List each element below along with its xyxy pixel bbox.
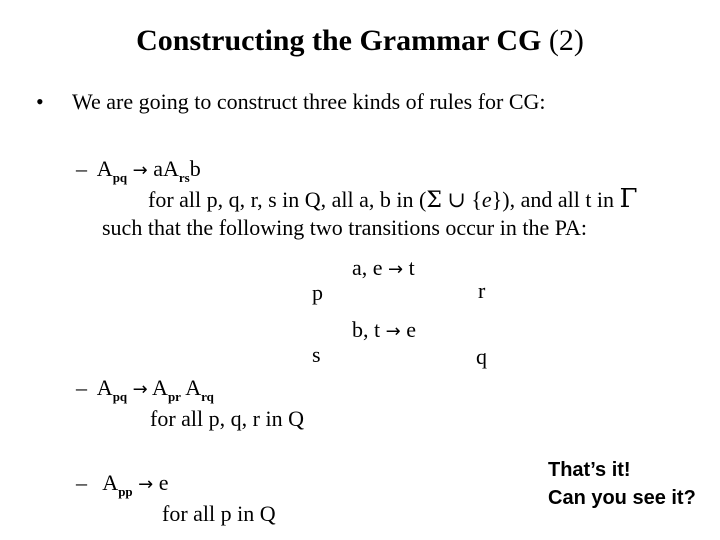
intro-text: We are going to construct three kinds of rules for CG: — [72, 89, 546, 114]
rule3-lhs-sub: pp — [118, 484, 133, 499]
state-s: s — [312, 342, 321, 367]
rule2-lhs-sub: pq — [112, 389, 128, 404]
slide-title-suffix: (2) — [548, 24, 584, 57]
rule2-rhs2-sub: rq — [201, 389, 214, 404]
state-r: r — [478, 278, 486, 303]
state-q: q — [476, 344, 487, 369]
transition-label-top — [352, 255, 415, 283]
bullet-mark: • — [36, 89, 44, 114]
rule1-lhs: A — [96, 156, 113, 181]
rule1-condition-line2: such that the following two transitions occur in the PA: — [102, 215, 587, 240]
dash-marker: – — [76, 156, 87, 181]
union-symbol: ∪ — [447, 188, 466, 213]
rule3-production — [76, 470, 169, 505]
sigma-symbol: Σ — [426, 188, 442, 213]
set-open: { — [471, 187, 482, 212]
rule1-rhs-pre: aA — [153, 156, 179, 181]
transition-bottom-input: b, t — [352, 317, 381, 342]
callout-box — [548, 456, 696, 512]
rule3-lhs: A — [102, 470, 119, 495]
set-element-e: e — [481, 187, 492, 212]
rule1-condition-line1 — [148, 186, 638, 214]
rule1-rhs-post: b — [189, 156, 201, 181]
right-arrow-icon: → — [132, 160, 148, 181]
rule2-condition: for all p, q, r in Q — [150, 406, 304, 431]
set-close: }) — [491, 187, 510, 212]
intro-bullet — [36, 89, 44, 115]
right-arrow-icon: → — [138, 474, 154, 495]
right-arrow-icon: → — [388, 259, 404, 280]
transition-bottom-pop: e — [406, 317, 416, 342]
rule2-rhs1-sub: pr — [167, 389, 181, 404]
callout-line1: That’s it! — [548, 459, 631, 481]
slide-title-main: Constructing the Grammar CG — [136, 24, 542, 57]
state-p: p — [312, 280, 323, 305]
rule2-lhs: A — [96, 375, 113, 400]
callout-line2: Can you see it? — [548, 487, 696, 509]
rule1-cond-pre: for all p, q, r, s in Q, all a, b in ( — [148, 187, 427, 212]
rule2-rhs2: A — [185, 375, 202, 400]
rule1-rhs-sub: rs — [178, 170, 190, 185]
transition-label-bottom — [352, 317, 416, 345]
right-arrow-icon: → — [385, 321, 401, 342]
gamma-symbol: Γ — [619, 184, 638, 214]
rule2-production — [76, 375, 214, 410]
dash-marker: – — [76, 470, 87, 495]
rule1-cond-post: , and all t in — [509, 187, 615, 212]
transition-top-push: t — [408, 255, 415, 280]
rule2-rhs1: A — [152, 375, 168, 400]
dash-marker: – — [76, 375, 87, 400]
rule3-condition: for all p in Q — [162, 501, 276, 526]
transition-top-input: a, e — [352, 255, 383, 280]
right-arrow-icon: → — [132, 379, 148, 400]
rule3-rhs: e — [158, 470, 169, 495]
slide-title — [0, 24, 720, 58]
rule1-lhs-sub: pq — [112, 170, 128, 185]
